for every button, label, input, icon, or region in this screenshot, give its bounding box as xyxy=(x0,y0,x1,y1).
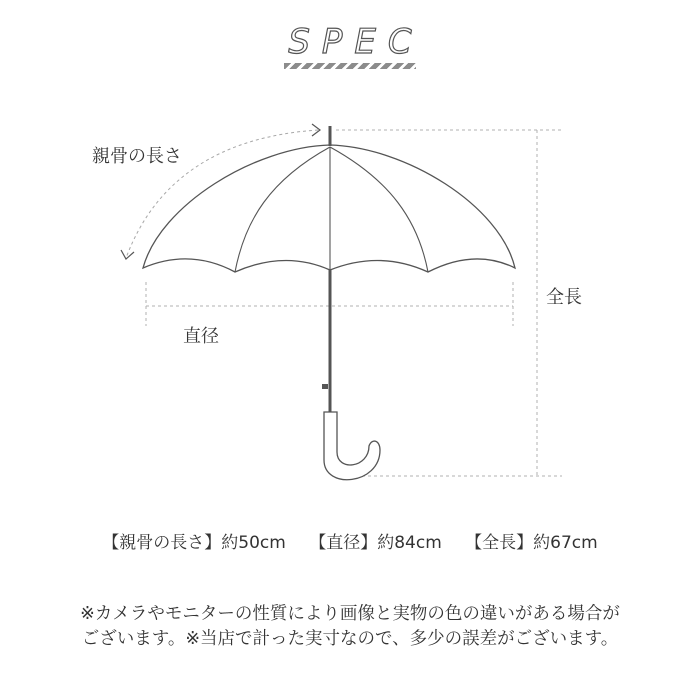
total-length-label: 全長 xyxy=(546,287,582,308)
rib-length-label: 親骨の長さ xyxy=(92,146,182,167)
note-line-2: ございます。※当店で計った実寸なので、多少の誤差がございます。 xyxy=(81,629,619,649)
diameter-label: 直径 xyxy=(183,326,219,347)
spec-title: SPEC xyxy=(288,22,424,62)
spec-rib-length: 【親骨の長さ】約50cm xyxy=(102,533,286,553)
umbrella-handle xyxy=(324,412,380,480)
umbrella-runner-button xyxy=(322,384,328,389)
note-line-1: ※カメラやモニターの性質により画像と実物の色の違いがある場合が xyxy=(80,604,620,624)
umbrella-canopy xyxy=(143,145,515,272)
spec-diameter: 【直径】約84cm xyxy=(309,533,442,553)
spec-total-length: 【全長】約67cm xyxy=(465,533,598,553)
spec-summary xyxy=(0,528,700,553)
